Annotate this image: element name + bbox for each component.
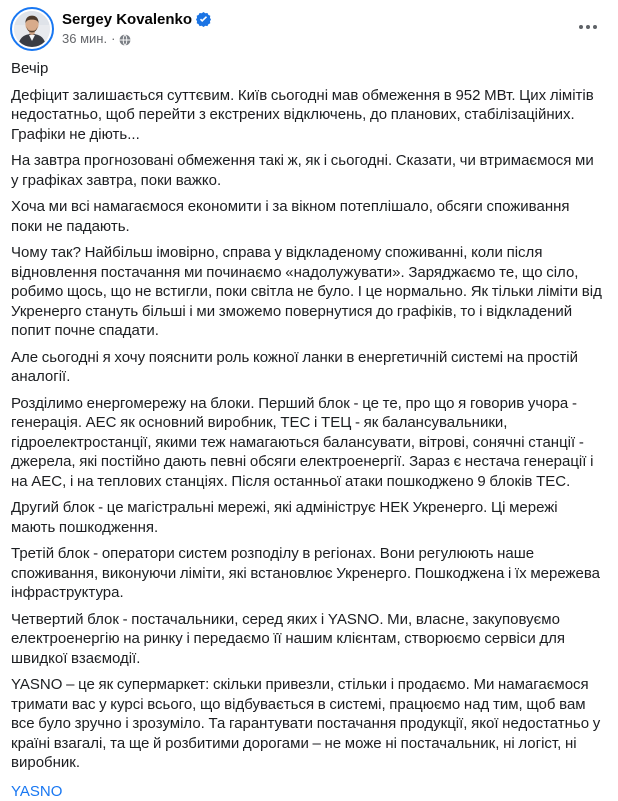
more-options-icon[interactable] [572,15,604,39]
post-paragraph: Але сьогодні я хочу пояснити роль кожної ланки в енергетичній системі на простій аналогії. [11,348,578,385]
post-paragraph: Хоча ми всі намагаємося економити і за вікном потеплішало, обсяги споживання поки не падають. [11,198,570,235]
post-header [0,0,618,57]
post-paragraph: Дефіцит залишається суттєвим. Київ сьогодні мав обмеження в 952 МВт. Цих лімітів недостатньо, щоб перейти з екстрених відключень, до планових, стабілізаційних. Графіки не діють... [11,86,594,143]
post-paragraph: Третій блок - оператори систем розподілу в регіонах. Вони регулюють наше споживання, виконуючи ліміти, які встановлює Укренерго. Пошкоджена і їх мережева інфраструктура. [11,545,601,601]
post-paragraph: Розділимо енергомережу на блоки. Перший блок - це те, про що я говорив учора - генерація. АЕС як основний виробник, ТЕС і ТЕЦ - як балансувальники, гідроелектростанції, якими теж намагаються балансувати, вітрові, сонячні станції - джерела, які постійно дають певні обсяги електроенергії. Зараз є нестача генерації і на АЕС, і на теплових станціях. Після останньої атаки пошкоджено 9 блоків ТЕС. [11,394,594,490]
post-paragraph: Вечір [11,60,49,77]
header-info [62,7,572,47]
post-paragraph: YASNO – це як супермаркет: скільки привезли, стільки і продаємо. Ми намагаємося тримати вас у курсі всього, що відбувається в системі, працюємо над тим, щоб вам все було зручно і зрозуміло. Та гарантувати постачання продукції, якої недостатньо у країні взагалі, та ще й розбитими дорогами – не може ні постачальник, ні логіст, ні виробник. [11,676,601,771]
post-paragraph: Другий блок - це магістральні мережі, які адмініструє НЕК Укренерго. Ці мережі мають пошкодження. [11,499,558,536]
meta-separator: · [111,31,116,46]
post-paragraph: Четвертий блок - постачальники, серед яких і YASNO. Ми, власне, закуповуємо електроенергію на ринку і передаємо її нашим клієнтам, створюємо сервіси для швидкої взаємодії. [11,610,566,667]
avatar[interactable] [10,7,54,51]
author-name[interactable]: Sergey Kovalenko [62,11,193,28]
post-paragraph: Чому так? Найбільш імовірно, справа у відкладеному споживанні, коли після відновлення постачання ми починаємо «надолужувати». Заряджаємо те, що сіло, робимо щось, що не встигли, поки світла не було. І це нормально. Як тільки ліміти від Укренерго стануть більші і ми зможемо повернутися до графіків, то і відкладений попит почне спадати. [11,244,602,339]
post-timestamp[interactable]: 36 мин. [62,31,108,46]
verified-badge-icon [196,12,211,27]
globe-public-icon [119,34,131,46]
profile-photo-icon [14,11,50,47]
post-body [0,57,618,801]
yasno-link[interactable]: YASNO [11,782,63,800]
post-paragraph: На завтра прогнозовані обмеження такі ж, як і сьогодні. Сказати, чи втримаємося ми у графіках завтра, поки важко. [11,152,594,189]
